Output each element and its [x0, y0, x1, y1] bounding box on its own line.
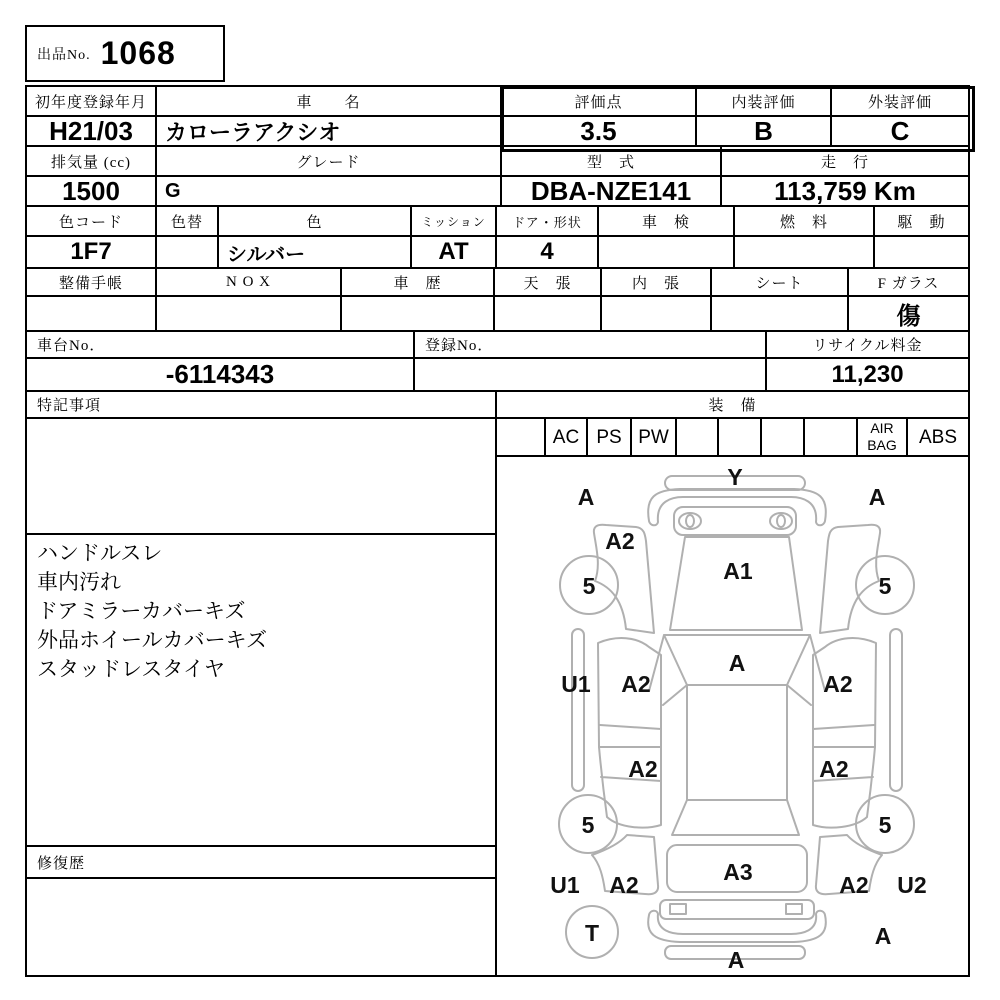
equipment-cell-pw: PW [631, 418, 676, 456]
lot-number-box [25, 25, 225, 82]
seat-value [711, 296, 848, 331]
equipment-cell-abs: ABS [907, 418, 969, 456]
score-header: 評価点 [501, 86, 696, 116]
damage-label-front-right-wheel: 5 [878, 573, 892, 599]
damage-label-right-rear-door: A2 [819, 756, 849, 782]
special-notes-empty-area [26, 418, 496, 534]
model-code-header: 型 式 [501, 146, 721, 176]
note-line: ドアミラーカバーキズ [37, 600, 246, 623]
special-notes-header: 特記事項 [26, 391, 496, 418]
right-front-fender-shape [820, 525, 880, 633]
equipment-cell-ps: PS [587, 418, 631, 456]
note-line: スタッドレスタイヤ [37, 658, 225, 681]
transmission-value: AT [411, 236, 496, 268]
mileage-header: 走 行 [721, 146, 969, 176]
left-headlight-inner-icon [686, 515, 694, 527]
car-name-header: 車 名 [156, 86, 501, 116]
damage-label-right-sill-rear: U2 [897, 872, 927, 898]
door-trim-header: 内 張 [601, 268, 711, 296]
lot-number-label: 出品No. [37, 47, 91, 63]
drive-header: 駆 動 [874, 206, 969, 236]
seat-header: シート [711, 268, 848, 296]
equipment-cell-4 [676, 418, 718, 456]
nox-value [156, 296, 341, 331]
exterior-grade-header: 外装評価 [831, 86, 969, 116]
special-notes-text [26, 534, 496, 846]
service-book-header: 整備手帳 [26, 268, 156, 296]
color-change-value [156, 236, 218, 268]
repair-history-header: 修復歴 [26, 846, 496, 878]
note-line: 車内汚れ [37, 571, 121, 594]
recycle-fee-header: リサイクル料金 [766, 331, 969, 358]
color-header: 色 [218, 206, 411, 236]
equipment-header: 装 備 [496, 391, 969, 418]
color-code-header: 色コード [26, 206, 156, 236]
repair-history-value [26, 878, 496, 976]
damage-label-left-rear-fender: A2 [609, 872, 639, 898]
left-sill-shape [572, 629, 584, 791]
damage-label-rear-left-wheel: 5 [581, 812, 595, 838]
damage-label-front-left-corner: A [577, 484, 595, 510]
grade-header: グレード [156, 146, 501, 176]
inspection-header: 車 検 [598, 206, 734, 236]
damage-label-spare-tire: T [584, 920, 600, 946]
damage-label-left-rear-door: A2 [628, 756, 658, 782]
chassis-no-value: -6114343 [26, 358, 414, 391]
fuel-header: 燃 料 [734, 206, 874, 236]
transmission-header: ミッション [411, 206, 496, 236]
car-name-value: カローラアクシオ [156, 116, 501, 146]
first-reg-value: H21/03 [26, 116, 156, 146]
damage-label-right-front-door: A2 [823, 671, 853, 697]
rear-window-shape [672, 800, 799, 835]
nox-header: N O X [156, 268, 341, 296]
rear-right-lamp-icon [786, 904, 802, 914]
reg-no-header: 登録No． [414, 331, 766, 358]
right-headlight-inner-icon [777, 515, 785, 527]
damage-label-right-rear-fender: A2 [839, 872, 869, 898]
color-code-value: 1F7 [26, 236, 156, 268]
damage-label-rear-right-corner: A [874, 923, 892, 949]
cabin-side-lines [687, 685, 787, 800]
car-history-value [341, 296, 494, 331]
displacement-header: 排気量 (cc) [26, 146, 156, 176]
service-book-value [26, 296, 156, 331]
fuel-value [734, 236, 874, 268]
note-line: 外品ホイールカバーキズ [37, 629, 268, 652]
damage-label-rear-right-wheel: 5 [878, 812, 892, 838]
rear-bumper-shape [648, 911, 826, 942]
drive-value [874, 236, 969, 268]
color-change-header: 色替 [156, 206, 218, 236]
mileage-value: 113,759 Km [721, 176, 969, 206]
car-diagram-panel [496, 456, 969, 976]
rear-panel-shape [660, 900, 814, 919]
damage-label-front-left-wheel: 5 [582, 573, 596, 599]
damage-label-left-front-door: A2 [621, 671, 651, 697]
equipment-cell-5 [718, 418, 761, 456]
damage-label-left-front-fender: A2 [605, 528, 635, 554]
damage-label-left-sill: U1 [561, 671, 591, 697]
headliner-header: 天 張 [494, 268, 601, 296]
door-trim-value [601, 296, 711, 331]
damage-label-left-sill-rear: U1 [550, 872, 580, 898]
damage-label-rear-bumper: A [727, 947, 745, 973]
interior-grade-header: 内装評価 [696, 86, 831, 116]
interior-grade-value: B [696, 116, 831, 146]
damage-label-front-right-corner: A [868, 484, 886, 510]
model-code-value: DBA-NZE141 [501, 176, 721, 206]
headliner-value [494, 296, 601, 331]
exterior-grade-value: C [831, 116, 969, 146]
lot-number-value: 1068 [100, 35, 176, 71]
grade-value: G [156, 176, 501, 206]
equipment-cell-6 [761, 418, 804, 456]
damage-label-trunk: A3 [723, 859, 753, 885]
chassis-no-header: 車台No． [26, 331, 414, 358]
front-glass-header: F ガラス [848, 268, 969, 296]
color-value: シルバー [218, 236, 411, 268]
note-line: ハンドルスレ [37, 542, 163, 565]
recycle-fee-value: 11,230 [766, 358, 969, 391]
equipment-cell-7 [804, 418, 857, 456]
inspection-value [598, 236, 734, 268]
damage-label-hood: A1 [723, 558, 753, 584]
equipment-cell-airbag: AIR BAG [857, 418, 907, 456]
equipment-cell-0 [496, 418, 545, 456]
car-damage-diagram [497, 457, 968, 975]
damage-label-front-lip: Y [727, 464, 743, 490]
doors-header: ドア・形状 [496, 206, 598, 236]
damage-label-windshield: A [728, 650, 746, 676]
score-value: 3.5 [501, 116, 696, 146]
front-glass-value: 傷 [848, 296, 969, 331]
car-history-header: 車 歴 [341, 268, 494, 296]
rear-left-lamp-icon [670, 904, 686, 914]
first-reg-header: 初年度登録年月 [26, 86, 156, 116]
right-sill-shape [890, 629, 902, 791]
auction-sheet [25, 85, 970, 977]
displacement-value: 1500 [26, 176, 156, 206]
doors-value: 4 [496, 236, 598, 268]
equipment-cell-ac: AC [545, 418, 587, 456]
reg-no-value [414, 358, 766, 391]
